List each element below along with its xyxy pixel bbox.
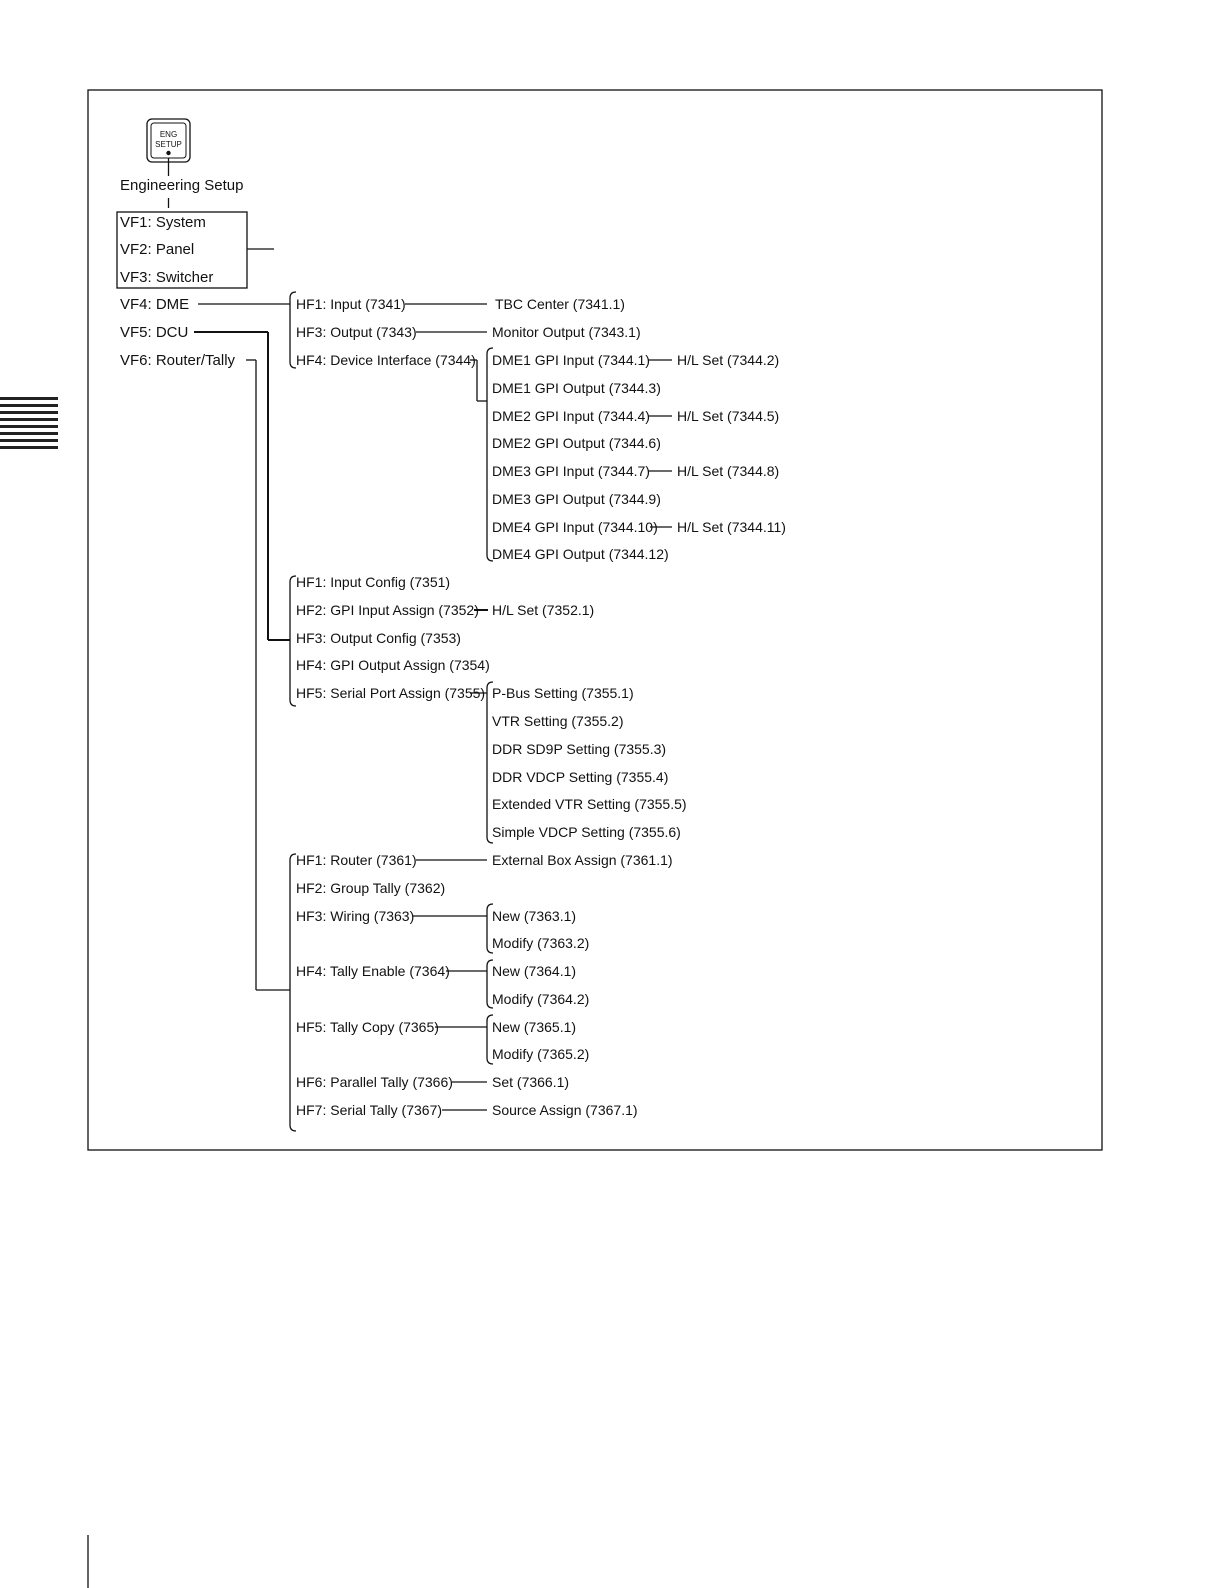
dme3-hl-set: H/L Set (7344.8) bbox=[677, 463, 780, 479]
tally-copy-new: New (7365.1) bbox=[492, 1019, 577, 1035]
vf3-switcher: VF3: Switcher bbox=[120, 269, 214, 286]
router-hf5-tally-copy: HF5: Tally Copy (7365) bbox=[296, 1019, 439, 1035]
serial-simple-vdcp-setting: Simple VDCP Setting (7355.6) bbox=[492, 824, 681, 840]
router-hf2-group-tally: HF2: Group Tally (7362) bbox=[296, 880, 446, 896]
dme3-gpi-output: DME3 GPI Output (7344.9) bbox=[492, 491, 661, 507]
dcu-hf5-serial-port-assign: HF5: Serial Port Assign (7355) bbox=[296, 685, 486, 701]
wiring-modify: Modify (7363.2) bbox=[492, 935, 590, 951]
dme-tbc-center: TBC Center (7341.1) bbox=[495, 296, 625, 312]
serial-ddr-vdcp-setting: DDR VDCP Setting (7355.4) bbox=[492, 769, 669, 785]
router-hf7-serial-tally: HF7: Serial Tally (7367) bbox=[296, 1102, 443, 1118]
dme-hf3-output: HF3: Output (7343) bbox=[296, 324, 417, 340]
diagram-frame bbox=[88, 90, 1102, 1150]
dme-hf4-device-interface: HF4: Device Interface (7344) bbox=[296, 352, 476, 368]
dme-monitor-output: Monitor Output (7343.1) bbox=[492, 324, 641, 340]
parallel-tally-set: Set (7366.1) bbox=[492, 1074, 570, 1090]
dme4-gpi-output: DME4 GPI Output (7344.12) bbox=[492, 546, 669, 562]
dme1-gpi-output: DME1 GPI Output (7344.3) bbox=[492, 380, 661, 396]
dme4-hl-set: H/L Set (7344.11) bbox=[677, 519, 786, 535]
side-tab-marker bbox=[0, 397, 58, 449]
dme1-gpi-input: DME1 GPI Input (7344.1) bbox=[492, 352, 650, 368]
serial-vtr-setting: VTR Setting (7355.2) bbox=[492, 713, 624, 729]
dcu-hf4-gpi-output-assign: HF4: GPI Output Assign (7354) bbox=[296, 657, 490, 673]
dcu-hf3-output-config: HF3: Output Config (7353) bbox=[296, 630, 461, 646]
eng-setup-button bbox=[147, 119, 190, 162]
router-hf6-parallel-tally: HF6: Parallel Tally (7366) bbox=[296, 1074, 453, 1090]
vf4-dme: VF4: DME bbox=[120, 296, 190, 313]
router-hf4-tally-enable: HF4: Tally Enable (7364) bbox=[296, 963, 450, 979]
serial-ddr-sd9p-setting: DDR SD9P Setting (7355.3) bbox=[492, 741, 667, 757]
eng-setup-line1: ENG bbox=[159, 130, 178, 139]
vf6-router-tally: VF6: Router/Tally bbox=[120, 352, 236, 369]
dcu-hf1-input-config: HF1: Input Config (7351) bbox=[296, 574, 451, 590]
dme2-gpi-output: DME2 GPI Output (7344.6) bbox=[492, 435, 661, 451]
eng-setup-line2: SETUP bbox=[155, 140, 182, 149]
dcu-hf2-gpi-input-assign: HF2: GPI Input Assign (7352) bbox=[296, 602, 479, 618]
dme-hf1-input: HF1: Input (7341) bbox=[296, 296, 406, 312]
serial-tally-source-assign: Source Assign (7367.1) bbox=[492, 1102, 638, 1118]
dme1-hl-set: H/L Set (7344.2) bbox=[677, 352, 780, 368]
tally-copy-modify: Modify (7365.2) bbox=[492, 1046, 590, 1062]
dcu-hl-set: H/L Set (7352.1) bbox=[492, 602, 595, 618]
wiring-new: New (7363.1) bbox=[492, 908, 577, 924]
tally-enable-new: New (7364.1) bbox=[492, 963, 577, 979]
router-external-box-assign: External Box Assign (7361.1) bbox=[492, 852, 673, 868]
root-label: Engineering Setup bbox=[120, 177, 244, 194]
vf1-system: VF1: System bbox=[120, 214, 206, 231]
router-hf3-wiring: HF3: Wiring (7363) bbox=[296, 908, 415, 924]
dme4-gpi-input: DME4 GPI Input (7344.10) bbox=[492, 519, 658, 535]
dme2-hl-set: H/L Set (7344.5) bbox=[677, 408, 780, 424]
dme3-gpi-input: DME3 GPI Input (7344.7) bbox=[492, 463, 650, 479]
serial-p-bus-setting: P-Bus Setting (7355.1) bbox=[492, 685, 634, 701]
led-indicator-icon bbox=[166, 151, 170, 155]
tally-enable-modify: Modify (7364.2) bbox=[492, 991, 590, 1007]
vf5-dcu: VF5: DCU bbox=[120, 324, 189, 341]
dme2-gpi-input: DME2 GPI Input (7344.4) bbox=[492, 408, 650, 424]
vf2-panel: VF2: Panel bbox=[120, 241, 195, 258]
router-hf1-router: HF1: Router (7361) bbox=[296, 852, 417, 868]
serial-extended-vtr-setting: Extended VTR Setting (7355.5) bbox=[492, 796, 687, 812]
